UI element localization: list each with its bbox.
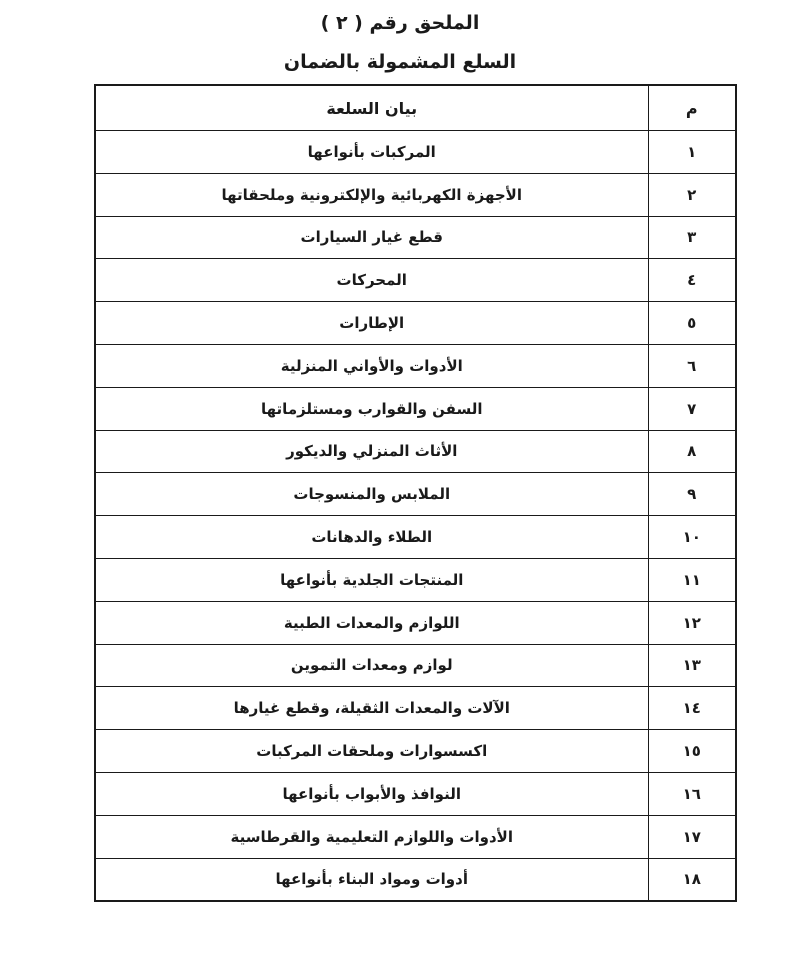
table-row: [95, 344, 736, 387]
item-description: المنتجات الجلدية بأنواعها: [95, 558, 648, 601]
item-description: اللوازم والمعدات الطبية: [95, 601, 648, 644]
row-number: ٧: [648, 387, 736, 430]
row-number: ٥: [648, 302, 736, 345]
row-number: ٦: [648, 344, 736, 387]
row-number: ١١: [648, 558, 736, 601]
goods-table: [94, 84, 737, 902]
item-description: الأثاث المنزلي والديكور: [95, 430, 648, 473]
table-row: [95, 815, 736, 858]
table-row: [95, 302, 736, 345]
table-row: [95, 173, 736, 216]
item-description: قطع غيار السيارات: [95, 216, 648, 259]
row-number: ١٧: [648, 815, 736, 858]
table-row: [95, 216, 736, 259]
item-description: النوافذ والأبواب بأنواعها: [95, 772, 648, 815]
item-description: أدوات ومواد البناء بأنواعها: [95, 858, 648, 901]
item-description: اكسسوارات وملحقات المركبات: [95, 730, 648, 773]
item-description: المركبات بأنواعها: [95, 131, 648, 174]
row-number: ١: [648, 131, 736, 174]
table-row: [95, 259, 736, 302]
document-subtitle: السلع المشمولة بالضمان: [283, 51, 517, 73]
item-description: المحركات: [95, 259, 648, 302]
item-description: الطلاء والدهانات: [95, 516, 648, 559]
table-row: [95, 772, 736, 815]
number-column-header: م: [648, 85, 736, 131]
table-row: [95, 730, 736, 773]
row-number: ١٨: [648, 858, 736, 901]
row-number: ١٢: [648, 601, 736, 644]
item-description: الأدوات والأواني المنزلية: [95, 344, 648, 387]
table-row: [95, 644, 736, 687]
table-row: [95, 131, 736, 174]
row-number: ٨: [648, 430, 736, 473]
row-number: ١٥: [648, 730, 736, 773]
table-row: [95, 601, 736, 644]
item-description: الملابس والمنسوجات: [95, 473, 648, 516]
item-description: الأجهزة الكهربائية والإلكترونية وملحقاتها: [95, 173, 648, 216]
row-number: ١٦: [648, 772, 736, 815]
item-column-header: بيان السلعة: [95, 85, 648, 131]
table-row: [95, 430, 736, 473]
table-row: [95, 516, 736, 559]
table-row: [95, 687, 736, 730]
item-description: الأدوات واللوازم التعليمية والقرطاسية: [95, 815, 648, 858]
document-title: الملحق رقم ( ٢ ): [320, 12, 480, 34]
row-number: ١٣: [648, 644, 736, 687]
item-description: الآلات والمعدات الثقيلة، وقطع غيارها: [95, 687, 648, 730]
row-number: ٤: [648, 259, 736, 302]
table-header-row: [95, 85, 736, 131]
table-row: [95, 387, 736, 430]
row-number: ٣: [648, 216, 736, 259]
row-number: ٩: [648, 473, 736, 516]
row-number: ١٤: [648, 687, 736, 730]
table-row: [95, 558, 736, 601]
row-number: ١٠: [648, 516, 736, 559]
row-number: ٢: [648, 173, 736, 216]
item-description: السفن والقوارب ومستلزماتها: [95, 387, 648, 430]
item-description: لوازم ومعدات التموين: [95, 644, 648, 687]
item-description: الإطارات: [95, 302, 648, 345]
table-row: [95, 858, 736, 901]
table-row: [95, 473, 736, 516]
